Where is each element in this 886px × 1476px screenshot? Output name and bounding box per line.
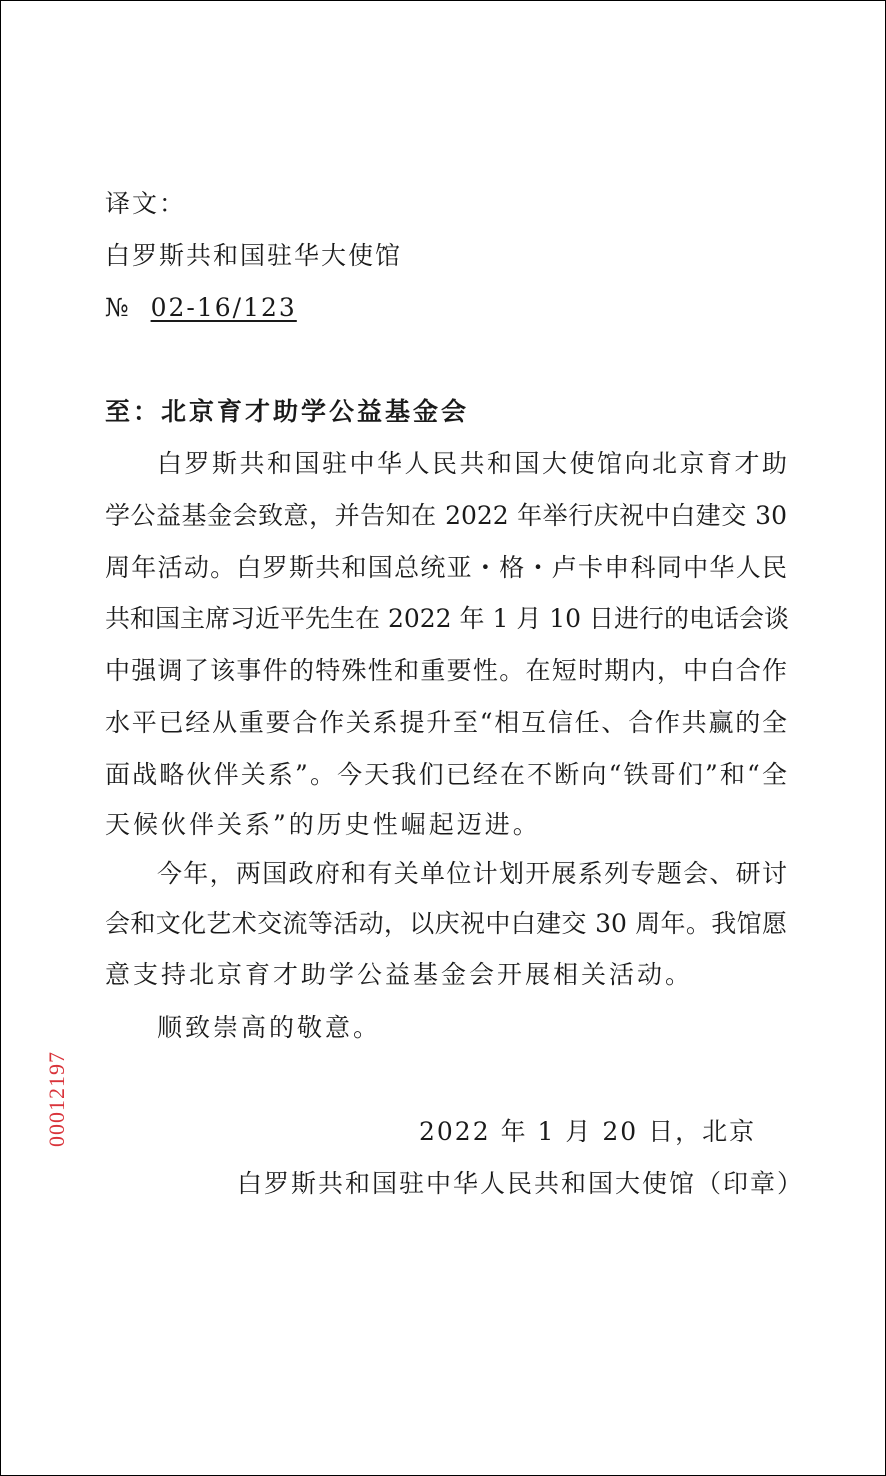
paragraph-1-line: 白罗斯共和国驻中华人民共和国大使馆向北京育才助 [157,449,787,478]
closing-line: 顺致崇高的敬意。 [157,1013,382,1042]
sender-name: 白罗斯共和国驻华大使馆 [105,241,403,270]
paragraph-2-line: 意支持北京育才助学公益基金会开展相关活动。 [105,960,694,989]
paragraph-1-line: 学公益基金会致意，并告知在 2022 年举行庆祝中白建交 30 [105,501,787,530]
paragraph-2-line: 今年，两国政府和有关单位计划开展系列专题会、研讨 [157,859,787,888]
translation-label: 译文： [105,189,187,218]
number-value: 02-16/123 [150,293,297,322]
signature-issuer: 白罗斯共和国驻中华人民共和国大使馆（印章） [237,1169,805,1198]
document-number [105,291,297,325]
paragraph-1-line: 共和国主席习近平先生在 2022 年 1 月 10 日进行的电话会谈 [105,604,790,633]
serial-number: 00012197 [44,1051,69,1147]
paragraph-1-line: 天候伙伴关系”的历史性崛起迈进。 [105,810,541,839]
recipient-heading: 至：北京育才助学公益基金会 [105,397,470,426]
number-prefix: № [105,293,131,322]
paragraph-1-line: 水平已经从重要合作关系提升至“相互信任、合作共赢的全 [105,708,787,737]
paragraph-1-line: 周年活动。白罗斯共和国总统亚・格・卢卡申科同中华人民 [105,553,787,582]
paragraph-1-line: 中强调了该事件的特殊性和重要性。在短时期内，中白合作 [105,656,787,685]
paragraph-2-line: 会和文化艺术交流等活动，以庆祝中白建交 30 周年。我馆愿 [105,909,787,938]
paragraph-1-line: 面战略伙伴关系”。今天我们已经在不断向“铁哥们”和“全 [105,760,787,789]
signature-date-place: 2022 年 1 月 20 日，北京 [419,1117,757,1146]
